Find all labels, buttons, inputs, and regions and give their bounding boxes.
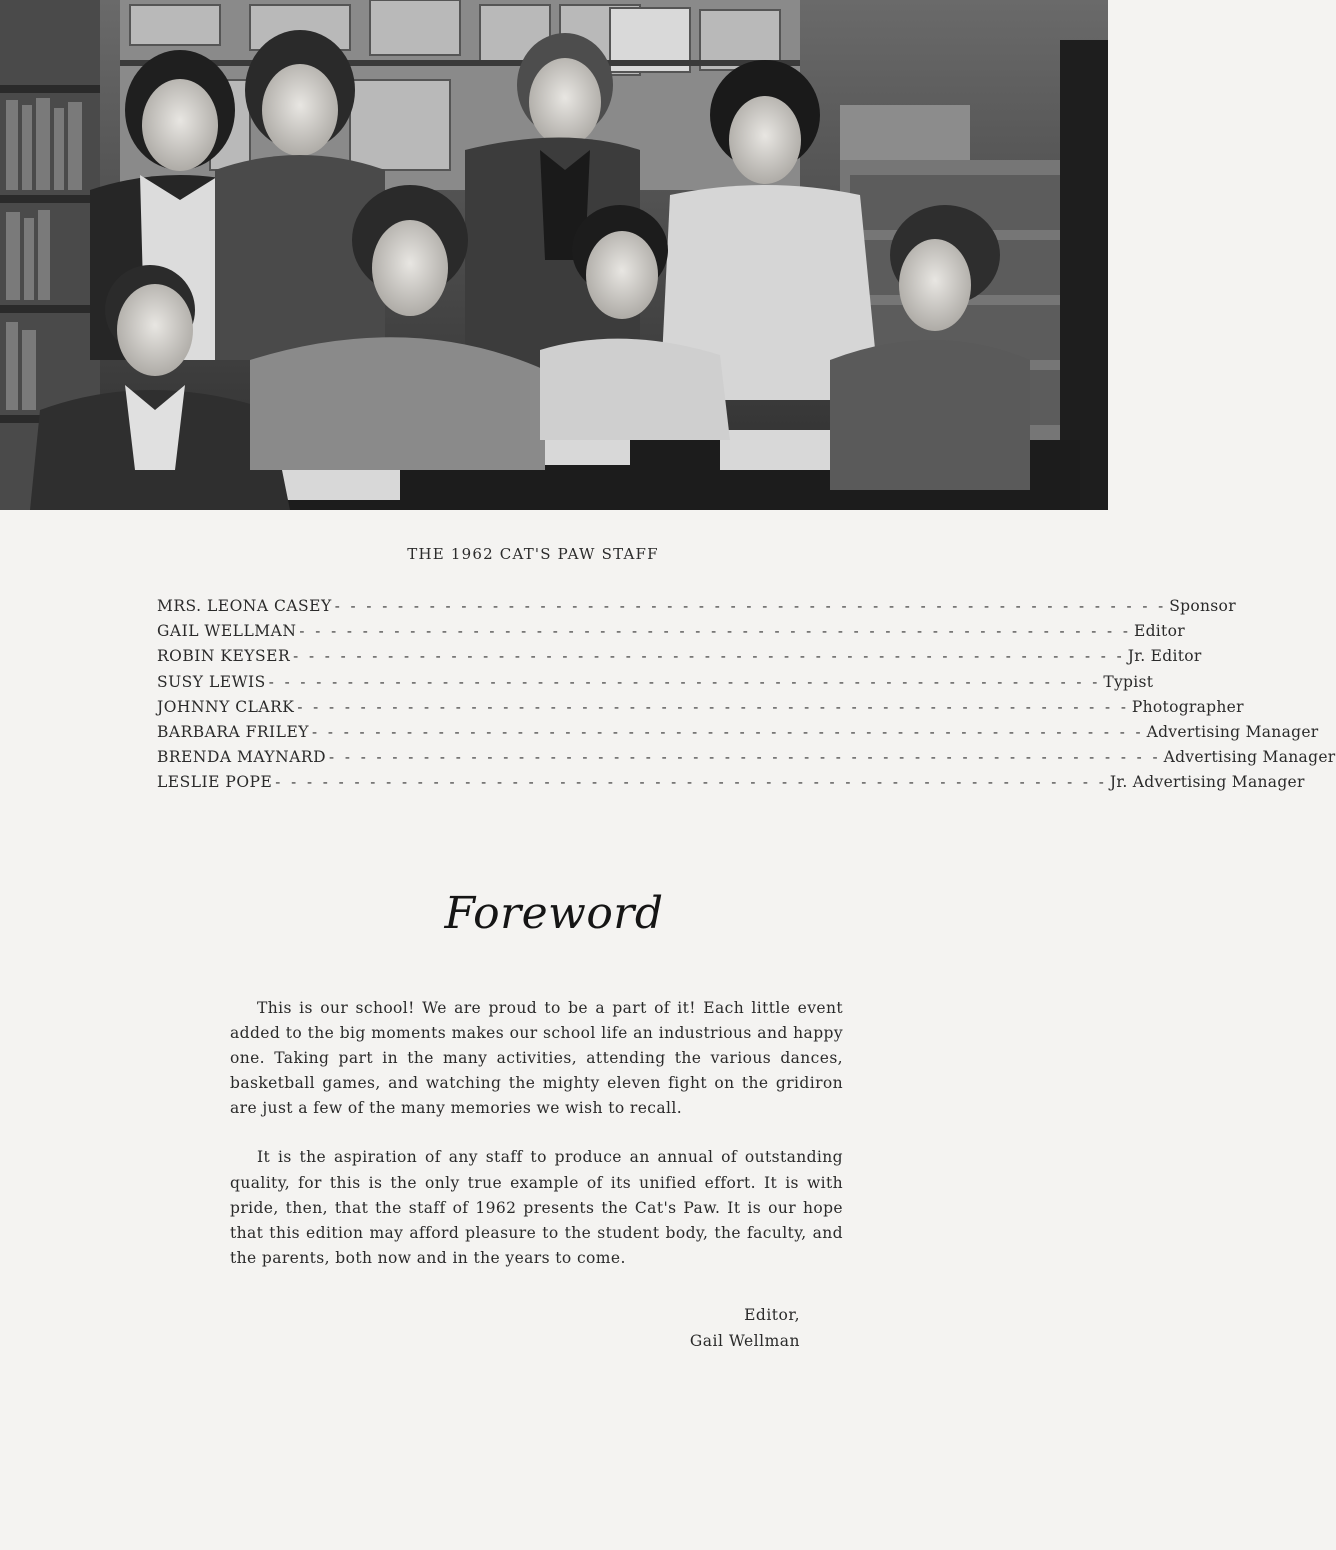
- staff-row: [157, 619, 1185, 644]
- staff-role: Jr. Advertising Manager: [1109, 773, 1305, 792]
- staff-name: BARBARA FRILEY: [157, 722, 310, 741]
- staff-role: Editor: [1133, 622, 1185, 641]
- staff-name: SUSY LEWIS: [157, 672, 266, 691]
- staff-name: MRS. LEONA CASEY: [157, 597, 332, 615]
- staff-list: [157, 594, 1336, 796]
- staff-role: Typist: [1103, 672, 1154, 691]
- staff-row: [157, 670, 1154, 695]
- staff-row: [157, 695, 1244, 720]
- staff-role: Advertising Manager: [1146, 722, 1319, 741]
- staff-row: [157, 745, 1336, 770]
- staff-name: LESLIE POPE: [157, 773, 273, 792]
- staff-role: Advertising Manager: [1163, 748, 1336, 767]
- leader-dashes: - - - - - - - - - - - - - - - - - - - - - - - - - - - - - - - - - - - - - - - - - - - - - - - - - - - - -: [299, 622, 1131, 641]
- leader-dashes: - - - - - - - - - - - - - - - - - - - - - - - - - - - - - - - - - - - - - - - - - - - - - - - - - - - - -: [275, 773, 1107, 792]
- leader-dashes: - - - - - - - - - - - - - - - - - - - - - - - - - - - - - - - - - - - - - - - - - - - - - - - - - - - - -: [297, 697, 1129, 716]
- staff-row: [157, 720, 1319, 745]
- staff-name: ROBIN KEYSER: [157, 647, 291, 666]
- staff-row: [157, 594, 1236, 619]
- foreword-paragraph: This is our school! We are proud to be a part of it! Each little event added to the big moments makes our school life an industrious and happy one. Taking part in the many activities, attending the various dances, basketball games, and watching the mighty eleven fight on the gridiron are just a few of the many memories we wish to recall.: [230, 999, 843, 1118]
- staff-role: Sponsor: [1169, 597, 1236, 615]
- group-photo-icon: [0, 0, 1108, 510]
- signature-title: Editor,: [744, 1306, 800, 1324]
- leader-dashes: - - - - - - - - - - - - - - - - - - - - - - - - - - - - - - - - - - - - - - - - - - - - - - - - - - - - -: [334, 597, 1167, 615]
- leader-dashes: - - - - - - - - - - - - - - - - - - - - - - - - - - - - - - - - - - - - - - - - - - - - - - - - - - - - -: [329, 748, 1161, 767]
- staff-name: BRENDA MAYNARD: [157, 748, 327, 767]
- leader-dashes: - - - - - - - - - - - - - - - - - - - - - - - - - - - - - - - - - - - - - - - - - - - - - - - - - - - - -: [268, 672, 1101, 691]
- signature-block: [600, 1302, 800, 1354]
- staff-name: JOHNNY CLARK: [157, 697, 295, 716]
- signature-name: Gail Wellman: [689, 1332, 800, 1350]
- staff-name: GAIL WELLMAN: [157, 622, 297, 641]
- foreword-paragraph: It is the aspiration of any staff to produce an annual of outstanding quality, for this is the only true example of its unified effort. It is with pride, then, that the staff of 1962 presents the Cat's Paw. It is our hope that this edition may afford pleasure to the student body, the faculty, and the parents, both now and in the years to come.: [230, 1148, 843, 1267]
- staff-role: Photographer: [1131, 697, 1244, 716]
- photo-caption: THE 1962 CAT'S PAW STAFF: [407, 545, 659, 563]
- leader-dashes: - - - - - - - - - - - - - - - - - - - - - - - - - - - - - - - - - - - - - - - - - - - - - - - - - - - - -: [312, 722, 1144, 741]
- foreword-body: [230, 996, 843, 1295]
- staff-row: [157, 644, 1202, 669]
- leader-dashes: - - - - - - - - - - - - - - - - - - - - - - - - - - - - - - - - - - - - - - - - - - - - - - - - - - - - -: [293, 647, 1125, 666]
- foreword-title: Foreword: [444, 888, 664, 939]
- staff-role: Jr. Editor: [1127, 647, 1202, 666]
- staff-group-photo: [0, 0, 1108, 510]
- staff-row: [157, 770, 1305, 795]
